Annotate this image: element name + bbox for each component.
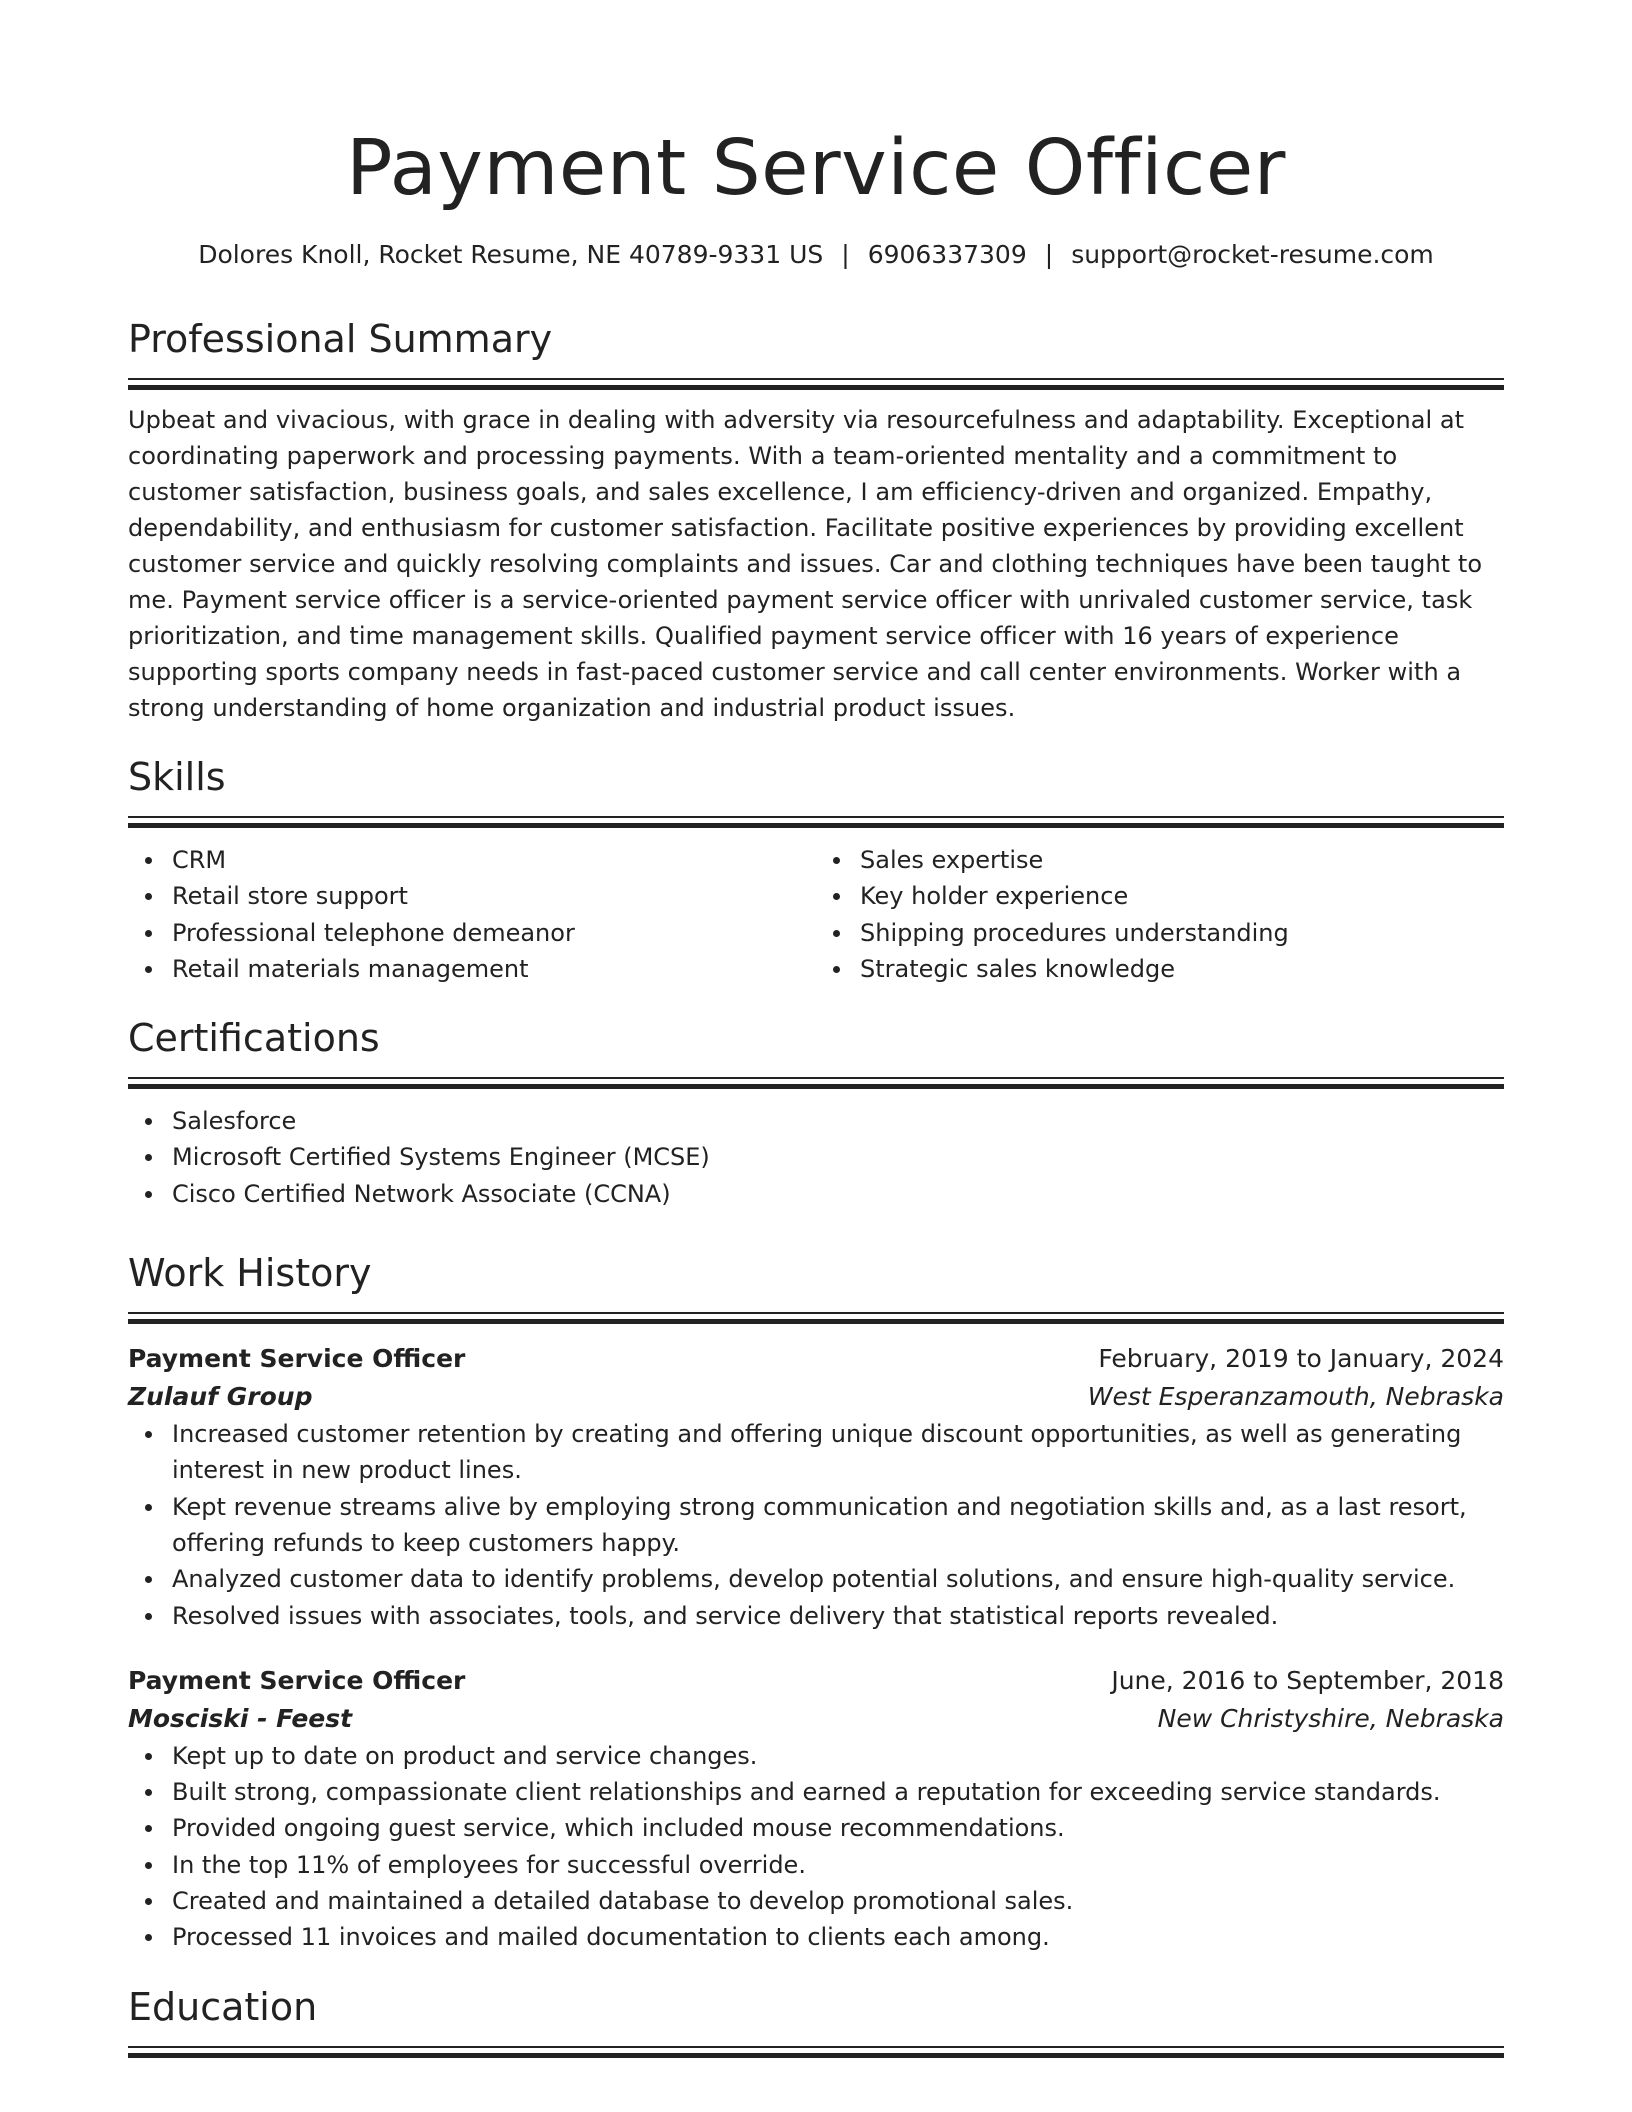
resume-title: Payment Service Officer — [346, 124, 1286, 213]
skill-item: Professional telephone demeanor — [172, 915, 816, 951]
job-bullet: Provided ongoing guest service, which included mouse recommendations. — [172, 1810, 1504, 1846]
contact-address: Dolores Knoll, Rocket Resume, NE 40789-9331 US — [198, 240, 824, 269]
section-divider — [128, 2046, 1504, 2058]
skill-item: Retail materials management — [172, 951, 816, 987]
job-bullets — [128, 1738, 1504, 1956]
job-location: New Christyshire, Nebraska — [1157, 1703, 1504, 1733]
job-subheader — [128, 1700, 1504, 1738]
job-company: Zulauf Group — [128, 1382, 313, 1412]
certification-item: Salesforce — [172, 1103, 1504, 1139]
section-divider — [128, 1312, 1504, 1324]
job-bullet: Created and maintained a detailed database to develop promotional sales. — [172, 1883, 1504, 1919]
section-divider — [128, 816, 1504, 828]
contact-line — [128, 238, 1504, 272]
section-skills — [128, 752, 1504, 987]
job-bullet: Kept revenue streams alive by employing strong communication and negotiation skills and, as a last resort, offering refunds to keep customers happy. — [172, 1489, 1504, 1562]
job-header — [128, 1340, 1504, 1378]
skills-columns — [128, 842, 1504, 987]
job-bullet: In the top 11% of employees for successful override. — [172, 1847, 1504, 1883]
section-heading-certifications: Certifications — [128, 1016, 380, 1061]
job-location: West Esperanzamouth, Nebraska — [1087, 1382, 1504, 1412]
certifications-list — [128, 1103, 1504, 1212]
section-certifications — [128, 1013, 1504, 1212]
section-summary — [128, 314, 1504, 726]
section-heading-education: Education — [128, 1984, 318, 2029]
contact-phone: 6906337309 — [867, 240, 1027, 269]
contact-separator: | — [1044, 240, 1054, 269]
job-header — [128, 1662, 1504, 1700]
certification-item: Microsoft Certified Systems Engineer (MCSE) — [172, 1139, 1504, 1175]
section-heading-summary: Professional Summary — [128, 317, 553, 361]
job-role: Payment Service Officer — [128, 1665, 466, 1695]
job-bullet: Increased customer retention by creating and offering unique discount opportunities, as well as generating interest in new product lines. — [172, 1416, 1504, 1489]
section-divider — [128, 1077, 1504, 1089]
job-bullet: Analyzed customer data to identify problems, develop potential solutions, and ensure high-quality service. — [172, 1561, 1504, 1597]
job-bullet: Built strong, compassionate client relationships and earned a reputation for exceeding service standards. — [172, 1774, 1504, 1810]
skill-item: Key holder experience — [860, 878, 1504, 914]
skill-item: Shipping procedures understanding — [860, 915, 1504, 951]
job-dates: February, 2019 to January, 2024 — [1098, 1344, 1504, 1374]
skill-item: CRM — [172, 842, 816, 878]
section-heading-work-history: Work History — [128, 1251, 372, 1296]
section-heading-skills: Skills — [128, 755, 226, 799]
job-entry — [128, 1662, 1504, 1956]
section-divider — [128, 378, 1504, 390]
job-bullet: Processed 11 invoices and mailed documentation to clients each among. — [172, 1919, 1504, 1955]
certification-item: Cisco Certified Network Associate (CCNA) — [172, 1176, 1504, 1212]
job-role: Payment Service Officer — [128, 1344, 466, 1374]
resume-page — [128, 0, 1504, 2058]
job-bullets — [128, 1416, 1504, 1634]
job-subheader — [128, 1378, 1504, 1416]
job-entry — [128, 1340, 1504, 1634]
job-company: Mosciski - Feest — [128, 1703, 353, 1733]
job-bullet: Kept up to date on product and service changes. — [172, 1738, 1504, 1774]
job-dates: June, 2016 to September, 2018 — [1111, 1665, 1504, 1695]
contact-email[interactable]: support@rocket-resume.com — [1071, 240, 1434, 269]
section-work-history — [128, 1248, 1504, 1956]
job-bullet: Resolved issues with associates, tools, and service delivery that statistical reports revealed. — [172, 1598, 1504, 1634]
skills-list-right — [816, 842, 1504, 987]
skill-item: Retail store support — [172, 878, 816, 914]
skill-item: Strategic sales knowledge — [860, 951, 1504, 987]
contact-separator: | — [841, 240, 850, 269]
skill-item: Sales expertise — [860, 842, 1504, 878]
section-education — [128, 1982, 1504, 2058]
summary-text: Upbeat and vivacious, with grace in dealing with adversity via resourcefulness and adaptability. Exceptional at coordinating paperwork and processing payments. With a team-oriented mentality and a commitment to customer satisfaction, business goals, and sales excellence, I am efficiency-driven and organized. Empathy, dependability, and enthusiasm for customer satisfaction. Facilitate positive experiences by providing excellent customer service and quickly resolving complaints and issues. Car and clothing techniques have been taught to me. Payment service officer is a service-oriented payment service officer with unrivaled customer service, task prioritization, and time management skills. Qualified payment service officer with 16 years of experience supporting sports company needs in fast-paced customer service and call center environments. Worker with a strong understanding of home organization and industrial product issues. — [128, 406, 1483, 722]
skills-list-left — [128, 842, 816, 987]
